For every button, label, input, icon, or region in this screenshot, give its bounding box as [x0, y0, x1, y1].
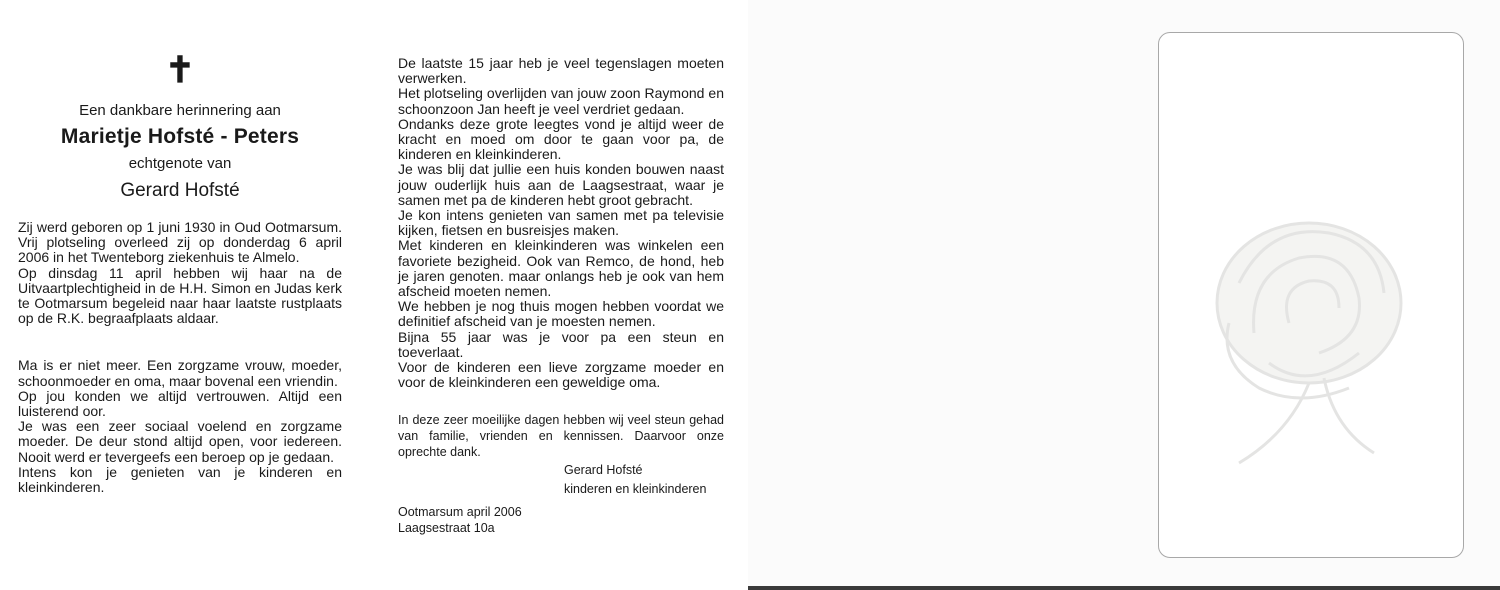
memory-paragraph: We hebben je nog thuis mogen hebben voordat we definitief afscheid van je moesten nemen. — [398, 298, 724, 330]
place-date: Ootmarsum april 2006 — [398, 505, 522, 520]
deceased-name: Marietje Hofsté - Peters — [60, 125, 300, 148]
memory-paragraph: Op jou konden we altijd vertrouwen. Altijd een luisterend oor. — [18, 387, 342, 420]
rose-watermark-icon — [1159, 33, 1463, 557]
thanks-text: In deze zeer moeilijke dagen hebben wij veel steun gehad van familie, vrienden en kennissen. Daarvoor onze oprechte dank. — [398, 413, 724, 460]
memory-paragraph: Ondanks deze grote leegtes vond je altijd weer de kracht en moed om door te gaan voor pa, de kinderen en kleinkinderen. — [398, 115, 724, 163]
memory-paragraph: Ma is er niet meer. Een zorgzame vrouw, moeder, schoonmoeder en oma, maar bovenal een vriendin. — [18, 357, 342, 389]
memory-paragraph: De laatste 15 jaar heb je veel tegenslagen moeten verwerken. — [398, 55, 724, 87]
right-column — [398, 56, 724, 536]
bottom-edge — [748, 586, 1500, 590]
memory-paragraph: Voor de kinderen een lieve zorgzame moeder en voor de kleinkinderen een geweldige oma. — [398, 359, 724, 391]
address: Laagsestraat 10a — [398, 521, 495, 536]
memory-paragraph: Bijna 55 jaar was je voor pa een steun en toeverlaat. — [398, 328, 724, 360]
memory-paragraph: Je kon intens genieten van samen met pa televisie kijken, fietsen en busreisjes maken. — [398, 207, 724, 239]
memory-paragraph: Intens kon je genieten van je kinderen en kleinkinderen. — [18, 463, 342, 496]
memory-paragraph: Je was een zeer sociaal voelend en zorgzame moeder. De deur stond altijd open, voor iedereen. Nooit werd er tevergeefs een beroep op je gedaan. — [18, 418, 342, 465]
memory-paragraph: Je was blij dat jullie een huis konden bouwen naast jouw ouderlijk huis aan de Laagsestraat, waar je samen met pa de kinderen hebt groot gebracht. — [398, 161, 724, 208]
card-inside-left — [0, 0, 748, 590]
memory-paragraph: Het plotseling overlijden van jouw zoon Raymond en schoonzoon Jan heeft je veel verdriet gedaan. — [398, 85, 724, 117]
spouse-label: echtgenote van — [128, 155, 232, 172]
signature-family: kinderen en kleinkinderen — [564, 482, 707, 497]
spouse-name: Gerard Hofsté — [120, 180, 240, 201]
intro-text: Een dankbare herinnering aan — [79, 102, 281, 119]
photo-frame — [1158, 32, 1464, 558]
signature-name: Gerard Hofsté — [564, 463, 643, 478]
funeral-paragraph: Op dinsdag 11 april hebben wij haar na de Uitvaartplechtigheid in de H.H. Simon en Judas kerk te Ootmarsum begeleid naar haar laatste rustplaats op de R.K. begraafplaats aldaar. — [18, 264, 342, 327]
cross-icon: ✝ — [164, 49, 196, 90]
left-column — [18, 49, 342, 496]
memory-paragraph: Met kinderen en kleinkinderen was winkelen een favoriete bezigheid. Ook van Remco, de hond, heb je jaren genoten. maar onlangs heb je ook van hem afscheid moeten nemen. — [398, 237, 724, 300]
birth-death-paragraph: Zij werd geboren op 1 juni 1930 in Oud Ootmarsum. Vrij plotseling overleed zij op donderdag 6 april 2006 in het Twenteborg ziekenhuis te Almelo. — [18, 219, 342, 266]
